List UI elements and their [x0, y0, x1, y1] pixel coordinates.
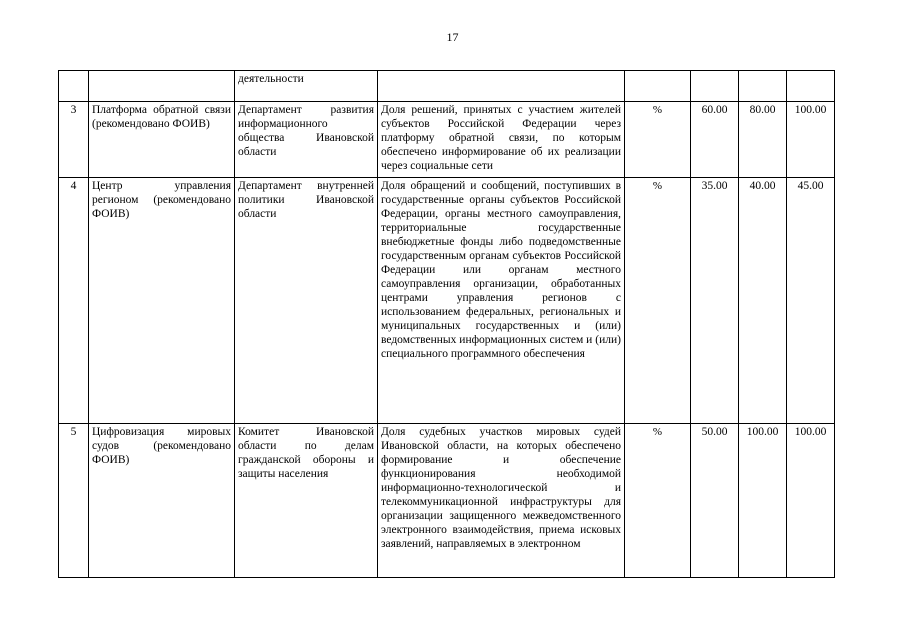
cell-name [89, 71, 235, 102]
cell-name: Платформа обратной связи (рекомендовано ФОИВ) [89, 102, 235, 178]
page-number: 17 [446, 30, 459, 44]
cell-value-2 [739, 71, 787, 102]
cell-department: Департамент развития информационного общества Ивановской области [235, 102, 378, 178]
cell-value-1: 35.00 [691, 178, 739, 424]
table-row [59, 178, 835, 424]
cell-value-1: 60.00 [691, 102, 739, 178]
indicators-table [58, 70, 835, 578]
cell-department: Департамент внутренней политики Ивановской области [235, 178, 378, 424]
cell-value-2: 40.00 [739, 178, 787, 424]
cell-indicator: Доля обращений и сообщений, поступивших в государственные органы субъектов Российской Федерации, органы местного самоуправления, территориальные государственные внебюджетные фонды либо подведомственные государственным органам субъектов Российской Федерации или органам местного самоуправления организации, обработанных центрами управления регионов с использованием федеральных, региональных и муниципальных государственных и (или) ведомственных информационных систем и (или) специального программного обеспечения [378, 178, 625, 424]
cell-indicator: Доля судебных участков мировых судей Ивановской области, на которых обеспечено формирование и обеспечение функционирования необходимой информационно-технологической и телекоммуникационной инфраструктуры для организации защищенного межведомственного электронного взаимодействия, приема исковых заявлений, направляемых в электронном [378, 424, 625, 578]
table-row [59, 424, 835, 578]
cell-unit: % [625, 178, 691, 424]
cell-indicator [378, 71, 625, 102]
cell-value-3: 45.00 [787, 178, 835, 424]
cell-value-1: 50.00 [691, 424, 739, 578]
cell-value-3: 100.00 [787, 102, 835, 178]
cell-unit: % [625, 424, 691, 578]
cell-indicator: Доля решений, принятых с участием жителей субъектов Российской Федерации через платформу обратной связи, по которым обеспечено информирование об их реализации через социальные сети [378, 102, 625, 178]
cell-value-2: 80.00 [739, 102, 787, 178]
table-row-continuation [59, 71, 835, 102]
table-row [59, 102, 835, 178]
cell-value-3: 100.00 [787, 424, 835, 578]
cell-department: Комитет Ивановской области по делам гражданской обороны и защиты населения [235, 424, 378, 578]
cell-num [59, 71, 89, 102]
cell-value-1 [691, 71, 739, 102]
cell-num: 5 [59, 424, 89, 578]
cell-num: 3 [59, 102, 89, 178]
cell-value-3 [787, 71, 835, 102]
cell-department: деятельности [235, 71, 378, 102]
cell-unit [625, 71, 691, 102]
cell-name: Центр управления регионом (рекомендовано ФОИВ) [89, 178, 235, 424]
cell-num: 4 [59, 178, 89, 424]
cell-value-2: 100.00 [739, 424, 787, 578]
cell-unit: % [625, 102, 691, 178]
cell-name: Цифровизация мировых судов (рекомендовано ФОИВ) [89, 424, 235, 578]
